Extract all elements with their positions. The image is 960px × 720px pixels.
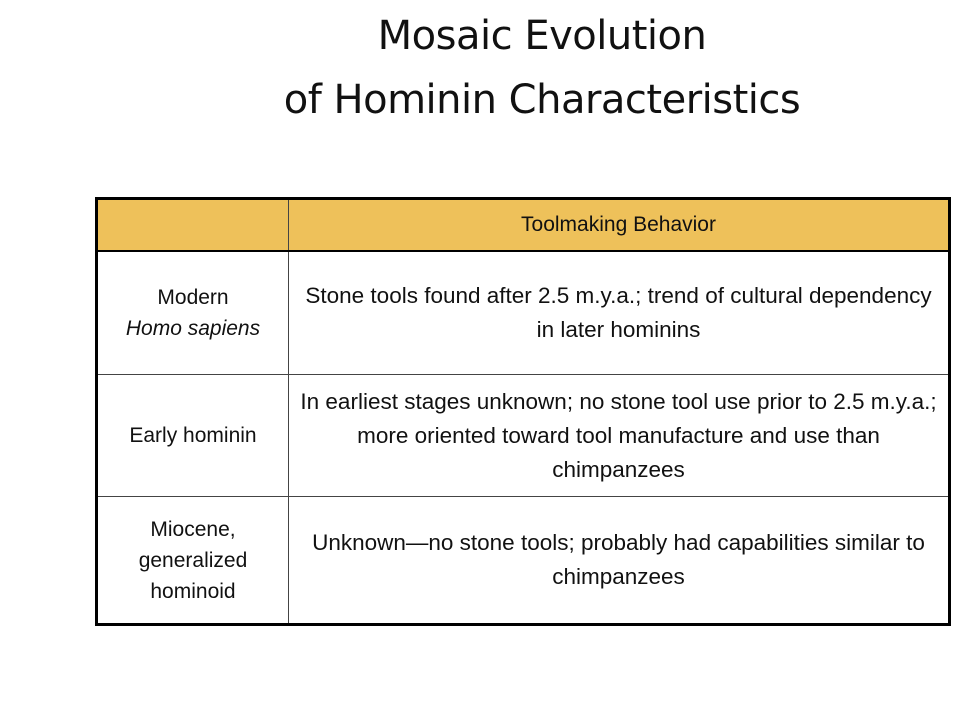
row-description: In earliest stages unknown; no stone tool use prior to 2.5 m.y.a.; more oriented toward tool manufacture and use than chimpanzees [289, 375, 950, 497]
header-column-title: Toolmaking Behavior [289, 199, 950, 251]
row-label-part1: Modern [157, 285, 229, 309]
table-row [97, 251, 950, 375]
toolmaking-table [95, 197, 951, 626]
row-description: Unknown—no stone tools; probably had capabilities similar to chimpanzees [289, 497, 950, 625]
row-description: Stone tools found after 2.5 m.y.a.; trend of cultural dependency in later hominins [289, 251, 950, 375]
title-line-1: Mosaic Evolution [377, 13, 707, 59]
title-line-2: of Hominin Characteristics [283, 77, 801, 123]
row-label-early-hominin: Early hominin [97, 375, 289, 497]
table-header-row [97, 199, 950, 251]
table-row [97, 375, 950, 497]
header-empty-cell [97, 199, 289, 251]
table-row [97, 497, 950, 625]
row-label-species: Homo sapiens [125, 316, 261, 340]
slide-title [0, 4, 960, 132]
row-label-miocene-hominoid: Miocene, generalized hominoid [97, 497, 289, 625]
row-label-modern-homo-sapiens [97, 251, 289, 375]
